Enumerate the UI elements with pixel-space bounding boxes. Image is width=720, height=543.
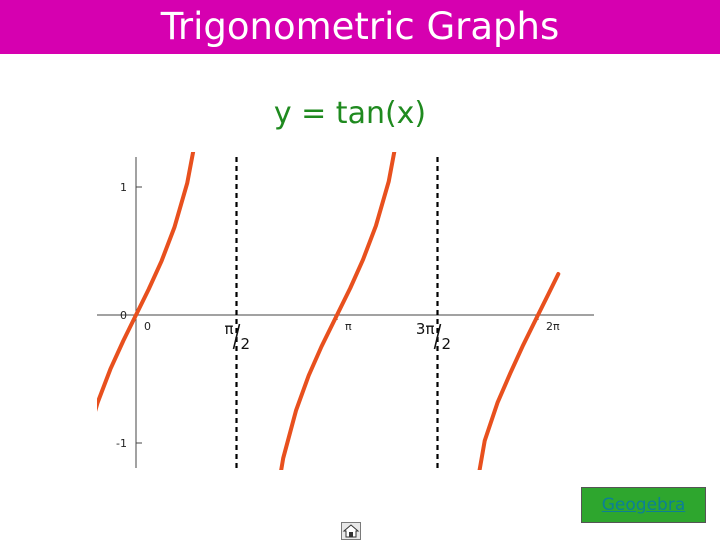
- svg-text:2: 2: [441, 335, 452, 353]
- y-tick-label: 1: [120, 181, 127, 194]
- fraction-tick-label: [416, 320, 451, 353]
- tan-branch: [460, 274, 558, 540]
- y-tick-label: 0: [120, 309, 127, 322]
- chart-title: y = tan(x): [273, 96, 427, 131]
- svg-text:3π: 3π: [415, 320, 435, 338]
- slide-title: Trigonometric Graphs: [160, 5, 560, 48]
- tan-branch: [261, 0, 415, 540]
- tan-branch: [85, 0, 213, 447]
- svg-text:π: π: [224, 320, 234, 338]
- home-button[interactable]: [341, 522, 361, 540]
- y-tick-label: -1: [116, 437, 127, 450]
- axes: [97, 157, 594, 468]
- geogebra-link[interactable]: Geogebra: [581, 487, 706, 523]
- x-tick-label: π: [344, 320, 352, 333]
- x-tick-label: 2π: [546, 320, 560, 333]
- home-icon: [342, 523, 360, 539]
- curves: [85, 0, 559, 540]
- svg-text:2: 2: [240, 335, 251, 353]
- x-tick-label: 0: [144, 320, 151, 333]
